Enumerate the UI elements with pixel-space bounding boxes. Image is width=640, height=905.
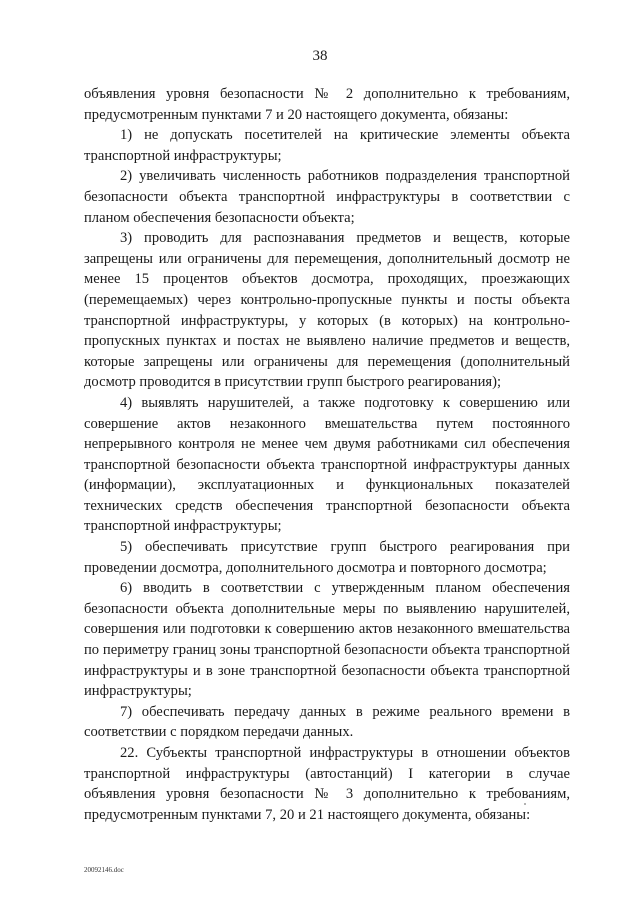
paragraph-item-2: 2) увеличивать численность работников подразделения транспортной безопасности объекта транспортной инфраструктуры в соответствии с планом обеспечения безопасности объекта; — [84, 168, 570, 226]
paragraph-item-6: 6) вводить в соответствии с утвержденным планом обеспечения безопасности объекта дополнительные меры по выявлению нарушителей, совершения или подготовки к совершению актов незаконного вмешательства по периметру границ зоны транспортной безопасности объекта транспортной инфраструктуры и в зоне транспортной безопасности объекта транспортной инфраструктуры; — [84, 580, 570, 700]
footer-filename: 20092146.doc — [84, 866, 124, 874]
page-number: 38 — [312, 48, 328, 64]
paragraph-item-4: 4) выявлять нарушителей, а также подготовку к совершению или совершение актов незаконного вмешательства путем постоянного непрерывного контроля не менее чем двумя работниками сил обеспечения транспортной безопасности объекта транспортной инфраструктуры данных (информации), эксплуатационных и функциональных показателей технических средств обеспечения транспортной безопасности объекта транспортной инфраструктуры; — [84, 394, 570, 535]
paragraph-item-1: 1) не допускать посетителей на критические элементы объекта транспортной инфраструктуры; — [84, 127, 570, 164]
paragraph-item-7: 7) обеспечивать передачу данных в режиме реального времени в соответствии с порядком передачи данных. — [84, 703, 570, 741]
document-body — [84, 84, 570, 825]
paragraph-continuation: объявления уровня безопасности № 2 дополнительно к требованиям, предусмотренным пунктами 7 и 20 настоящего документа, обязаны: — [84, 86, 570, 123]
paragraph-item-5: 5) обеспечивать присутствие групп быстрого реагирования при проведении досмотра, дополнительного досмотра и повторного досмотра; — [84, 539, 570, 576]
paragraph-item-3: 3) проводить для распознавания предметов и веществ, которые запрещены или ограничены для перемещения, дополнительный досмотр не менее 15 процентов объектов досмотра, проходящих, проезжающих (перемещаемых) через контрольно-пропускные пункты и посты объекта транспортной инфраструктуры, у которых (в которых) на контрольно-пропускных пунктах и постах не выявлено наличие предметов и веществ, которые запрещены или ограничены для перемещения (дополнительный досмотр проводится в присутствии групп быстрого реагирования); — [84, 230, 570, 391]
paragraph-clause-22: 22. Субъекты транспортной инфраструктуры в отношении объектов транспортной инфраструктуры (автостанций) I категории в случае объявления уровня безопасности № 3 дополнительно к требованиям, предусмотренным пунктами 7, 20 и 21 настоящего документа, обязаны: — [84, 745, 570, 823]
scan-speck — [524, 803, 526, 805]
